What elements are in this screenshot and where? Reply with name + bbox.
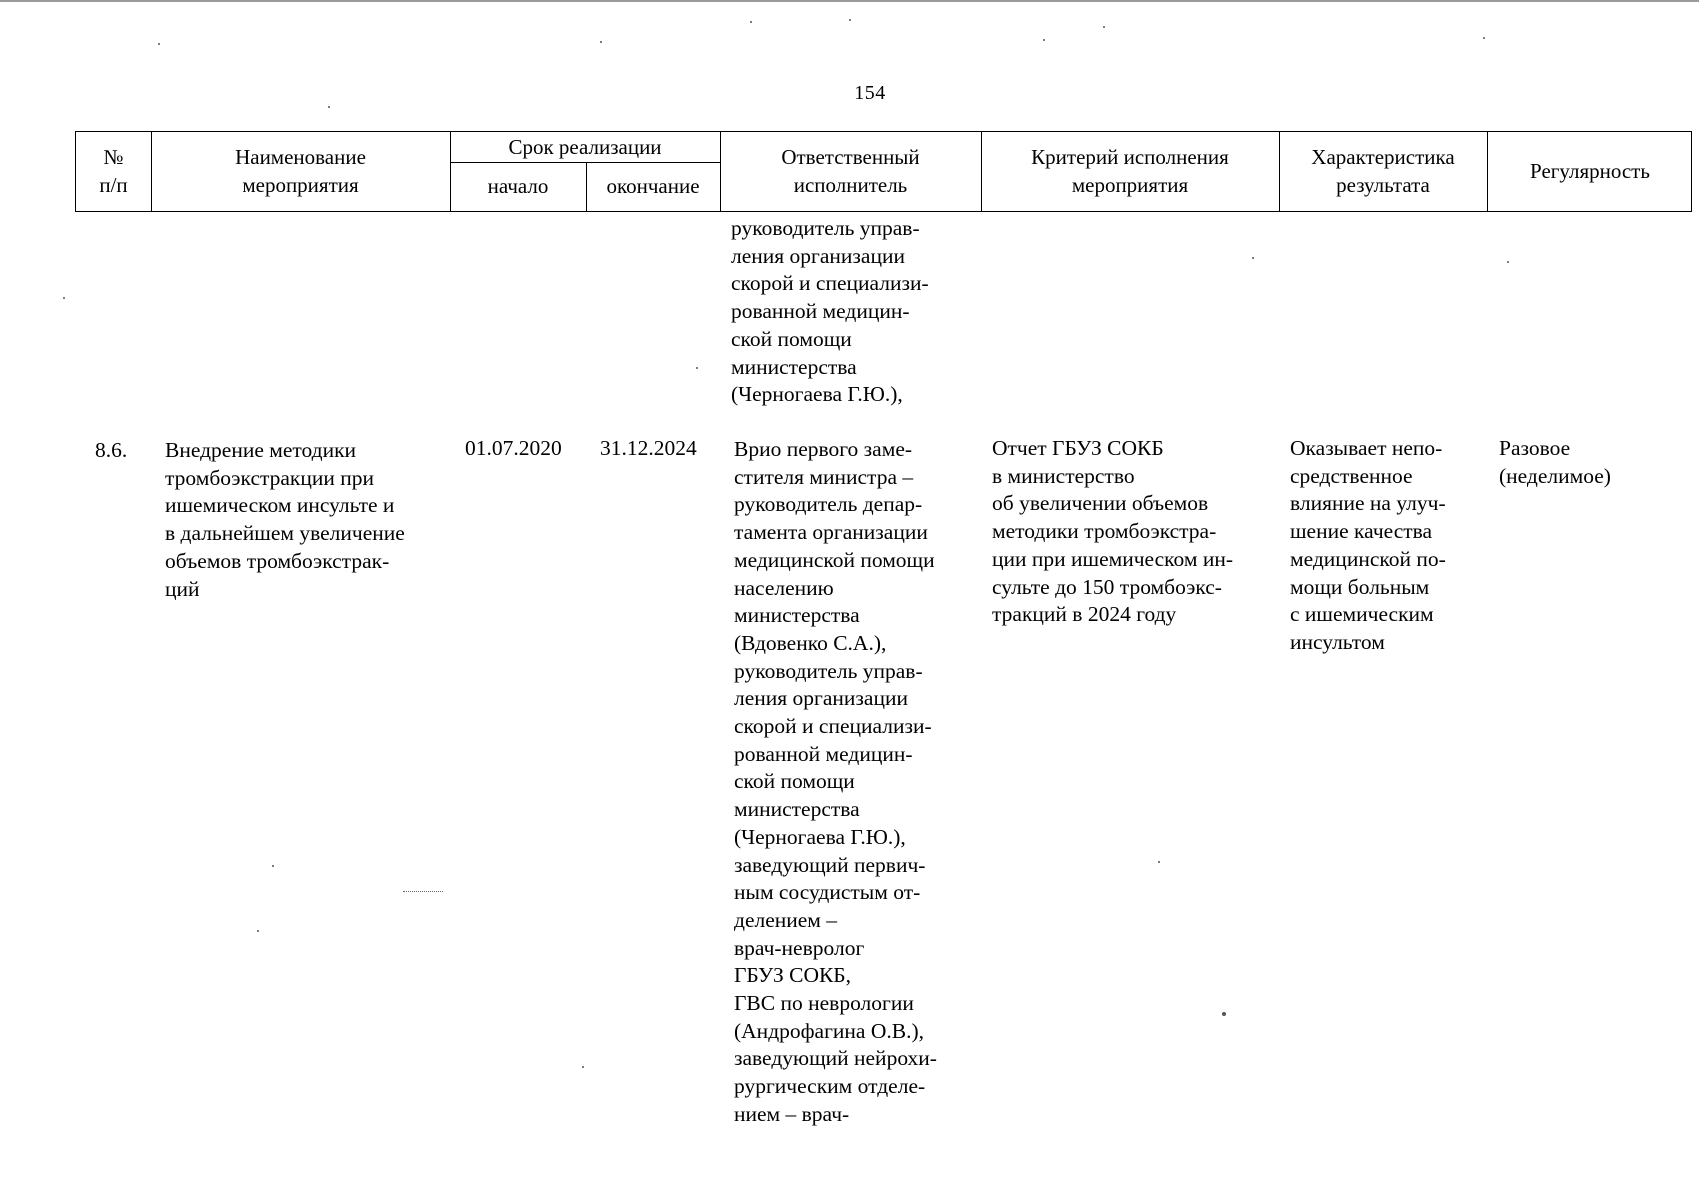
row-characteristic: Оказывает непо- средственное влияние на улуч- шение качества медицинской по- мощи больным с ишемическим инсультом	[1290, 436, 1446, 654]
continuation-responsible: руководитель управ- ления организации скорой и специализи- рованной медицин- ской помощи министерства (Черногаева Г.Ю.),	[731, 216, 929, 407]
header-responsible: Ответственный исполнитель	[781, 145, 920, 197]
row-responsible: Врио первого заме- стителя министра – руководитель депар- тамента организации медицинской помощи населению министерства (Вдовенко С.А.), руководитель управ- ления организации скорой и специализи- рованной медицин- ской помощи министерства (Черногаева Г.Ю.), заведующий первич- ным сосудистым от- делением – врач-невролог ГБУЗ СОКБ, ГВС по неврологии (Андрофагина О.В.), заведующий нейрохи- рургическим отделе- нием – врач-	[734, 437, 937, 1126]
scan-speck	[600, 41, 602, 43]
header-criterion: Критерий исполнения мероприятия	[1031, 145, 1229, 197]
scan-speck	[158, 43, 160, 45]
row-end: 31.12.2024	[600, 436, 697, 460]
scan-speck	[1043, 39, 1045, 41]
row-regularity: Разовое (неделимое)	[1499, 436, 1611, 488]
scan-speck	[1158, 861, 1160, 863]
scan-speck	[1252, 257, 1254, 259]
row-num: 8.6.	[95, 438, 128, 462]
scan-speck	[63, 297, 65, 299]
scan-speck	[582, 1066, 584, 1068]
row-criterion: Отчет ГБУЗ СОКБ в министерство об увеличении объемов методики тромбоэкстра- ции при ишемическом ин- сульте до 150 тромбоэкс- тракций в 2024 году	[992, 436, 1234, 627]
header-period: Срок реализации	[508, 135, 662, 159]
scan-speck	[328, 106, 330, 108]
header-regularity: Регулярность	[1530, 159, 1650, 183]
row-start: 01.07.2020	[465, 436, 562, 460]
scan-speck	[1483, 37, 1485, 39]
scan-top-edge	[0, 0, 1699, 2]
row-name: Внедрение методики тромбоэкстракции при ишемическом инсульте и в дальнейшем увеличение объемов тромбоэкстрак- ций	[165, 438, 405, 601]
scan-speck	[849, 19, 851, 21]
header-characteristic: Характеристика результата	[1311, 145, 1455, 197]
header-start: начало	[487, 174, 549, 198]
page-number: 154	[854, 82, 886, 104]
scan-speck	[696, 367, 698, 369]
scan-speck	[257, 930, 259, 932]
header-num: № п/п	[99, 145, 128, 197]
scan-speck	[1103, 26, 1105, 28]
header-name: Наименование мероприятия	[235, 145, 366, 197]
table-header	[75, 131, 1692, 212]
header-end: окончание	[606, 174, 700, 198]
scan-speck	[403, 891, 443, 893]
scan-speck	[272, 865, 274, 867]
scan-speck	[1222, 1012, 1226, 1016]
scan-speck	[1507, 261, 1509, 263]
scan-speck	[750, 21, 752, 23]
